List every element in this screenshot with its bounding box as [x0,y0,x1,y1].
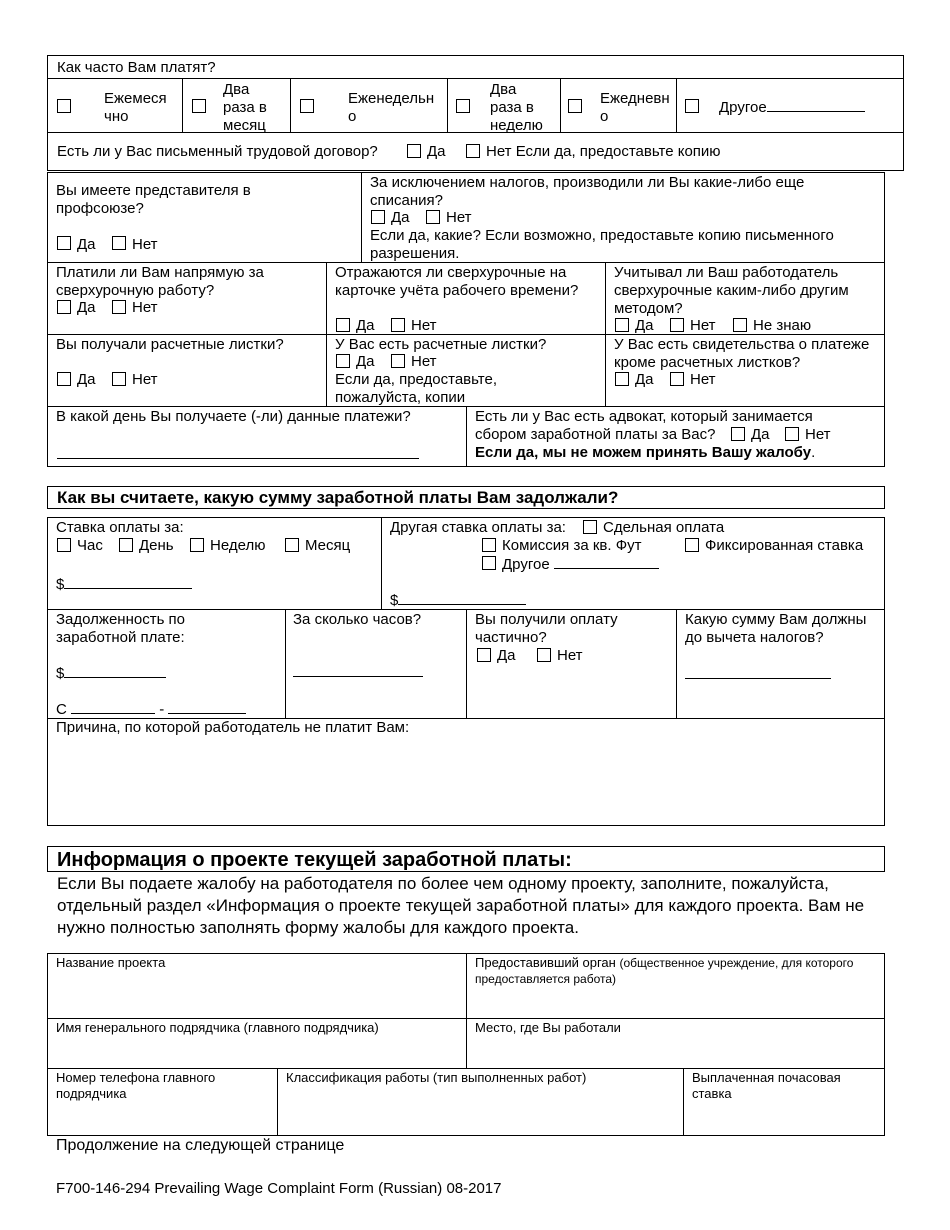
divider [47,132,904,133]
rate-week-checkbox[interactable] [190,538,204,552]
rate-hour-label: Час [77,537,103,554]
lawyer-yes-checkbox[interactable] [731,427,745,441]
fixed-rate-checkbox[interactable] [685,538,699,552]
divider [381,517,382,609]
piece-rate-label: Сдельная оплата [603,519,725,536]
overtime-other-yes-checkbox[interactable] [615,318,629,332]
partial-no-label: Нет [557,647,583,664]
daily-label: Ежедневн [600,90,670,107]
overtime-paid-yes-checkbox[interactable] [57,300,71,314]
overtime-paid-yes-label: Да [77,299,96,316]
rate-month-label: Месяц [305,537,351,554]
piece-rate-checkbox[interactable] [583,520,597,534]
pay-evidence-no-checkbox[interactable] [670,372,684,386]
commission-label: Комиссия за кв. Фут [502,537,642,554]
other-frequency-label: Другое [719,98,865,117]
monthly-label-2: чно [104,108,129,125]
other-rate-amount-field[interactable]: $ [390,591,526,610]
deductions-yes-checkbox[interactable] [371,210,385,224]
wages-owed-period-field[interactable]: С - [56,700,246,719]
lawyer-yes-label: Да [751,426,770,443]
pre-tax-label: Какую сумму Вам должны до вычета налогов? [685,611,867,646]
deductions-follow-up: Если да, какие? Если возможно, предоставьте копию письменного разрешения. [370,227,834,262]
divider [47,1018,885,1019]
overtime-paid-question: Платили ли Вам напрямую за сверхурочную работу? [56,264,264,299]
overtime-other-no-checkbox[interactable] [670,318,684,332]
twice-week-label-3: неделю [490,117,543,134]
fixed-rate-label: Фиксированная ставка [705,537,864,554]
rate-day-label: День [139,537,174,554]
weekly-label: Еженедельн [348,90,435,107]
pay-day-question: В какой день Вы получаете (-ли) данные платежи? [56,408,411,425]
pre-tax-answer-line[interactable] [685,678,831,679]
pay-day-answer-line[interactable] [57,458,419,459]
twice-week-label: Два [490,81,517,98]
paystubs-received-question: Вы получали расчетные листки? [56,336,284,353]
pay-evidence-question: У Вас есть свидетельства о платеже кроме расчетных листков? [614,336,870,371]
other-rate-label: Другая ставка оплаты за: [390,519,566,536]
rate-month-checkbox[interactable] [285,538,299,552]
wages-owed-label: Задолженность по заработной плате: [56,611,186,646]
weekly-checkbox[interactable] [300,99,314,113]
overtime-other-unknown-label: Не знаю [753,317,812,334]
hourly-rate-label: Выплаченная почасовая ставка [692,1070,841,1101]
project-section-intro: Если Вы подаете жалобу на работодателя по более чем одному проекту, заполните, пожалуйста, отдельный раздел «Информация о проекте текущей заработной платы» для каждого проекта. Вам не нужно полностью заполнять форму жалобы для каждого проекта. [57,874,865,937]
monthly-label: Ежемеся [104,90,167,107]
rate-week-label: Неделю [210,537,266,554]
work-place-label: Место, где Вы работали [475,1020,621,1035]
hours-label: За сколько часов? [293,611,422,628]
divider [277,1068,278,1136]
divider [560,78,561,132]
divider [182,78,183,132]
overtime-other-question: Учитывал ли Ваш работодатель сверхурочные каким-либо другим методом? [614,264,849,317]
divider [466,406,467,467]
daily-checkbox[interactable] [568,99,582,113]
other-rate-field[interactable]: Другое [502,555,659,574]
divider [466,609,467,718]
contract-yes-label: Да [427,143,446,160]
union-no-label: Нет [132,236,158,253]
twice-week-label-2: раза в [490,99,534,116]
deductions-no-checkbox[interactable] [426,210,440,224]
twice-month-label: Два [223,81,250,98]
contract-no-label: Нет Если да, предоставьте копию [486,143,721,160]
lawyer-warning: Если да, мы не можем принять Вашу жалобу. [475,444,816,461]
rate-day-checkbox[interactable] [119,538,133,552]
union-question: Вы имеете представителя в профсоюзе? [56,182,251,217]
overtime-card-question: Отражаются ли сверхурочные на карточке учёта рабочего времени? [335,264,579,299]
paystubs-have-question: У Вас есть расчетные листки? [335,336,547,353]
divider [676,78,677,132]
pay-evidence-yes-checkbox[interactable] [615,372,629,386]
agency-label: Предоставивший орган (общественное учреждение, для которого предоставляется работа) [475,955,854,986]
partial-payment-label: Вы получили оплату частично? [475,611,618,646]
union-yes-checkbox[interactable] [57,236,71,250]
owed-section-title: Как вы считаете, какую сумму заработной платы Вам задолжали? [57,488,619,507]
divider [447,78,448,132]
divider [47,78,904,79]
prime-contractor-label: Имя генерального подрядчика (главного подрядчика) [56,1020,379,1035]
contract-no-checkbox[interactable] [466,144,480,158]
overtime-card-yes-label: Да [356,317,375,334]
pay-evidence-yes-label: Да [635,371,654,388]
pay-frequency-question: Как часто Вам платят? [57,59,216,76]
union-yes-label: Да [77,236,96,253]
paystubs-have-yes-checkbox[interactable] [336,354,350,368]
union-no-checkbox[interactable] [112,236,126,250]
reason-label: Причина, по которой работодатель не платит Вам: [56,719,410,736]
deductions-no-label: Нет [446,209,472,226]
overtime-card-no-label: Нет [411,317,437,334]
twice-month-label-3: месяц [223,117,266,134]
contract-yes-checkbox[interactable] [407,144,421,158]
other-rate-checkbox[interactable] [482,556,496,570]
other-frequency-checkbox[interactable] [685,99,699,113]
paystubs-have-follow-up: Если да, предоставьте, пожалуйста, копии [335,371,498,406]
divider [466,953,467,1068]
paystubs-received-no-label: Нет [132,371,158,388]
divider [47,1068,885,1069]
commission-checkbox[interactable] [482,538,496,552]
classification-label: Классификация работы (тип выполненных работ) [286,1070,587,1085]
partial-yes-checkbox[interactable] [477,648,491,662]
monthly-checkbox[interactable] [57,99,71,113]
form-id: F700-146-294 Prevailing Wage Complaint Form (Russian) 08-2017 [56,1180,502,1197]
overtime-paid-no-checkbox[interactable] [112,300,126,314]
partial-no-checkbox[interactable] [537,648,551,662]
twice-week-checkbox[interactable] [456,99,470,113]
pay-evidence-no-label: Нет [690,371,716,388]
paystubs-received-yes-checkbox[interactable] [57,372,71,386]
divider [361,172,362,262]
divider [290,78,291,132]
overtime-card-no-checkbox[interactable] [391,318,405,332]
overtime-paid-no-label: Нет [132,299,158,316]
overtime-card-yes-checkbox[interactable] [336,318,350,332]
overtime-other-no-label: Нет [690,317,716,334]
wages-owed-amount-field[interactable]: $ [56,664,166,683]
project-name-label: Название проекта [56,955,166,970]
lawyer-no-checkbox[interactable] [785,427,799,441]
twice-month-label-2: раза в [223,99,267,116]
hours-answer-line[interactable] [293,676,423,677]
paystubs-received-yes-label: Да [77,371,96,388]
paystubs-have-no-label: Нет [411,353,437,370]
paystubs-have-no-checkbox[interactable] [391,354,405,368]
contract-question: Есть ли у Вас письменный трудовой договор? [57,143,378,160]
partial-yes-label: Да [497,647,516,664]
paystubs-received-no-checkbox[interactable] [112,372,126,386]
daily-label-2: о [600,108,609,125]
weekly-label-2: о [348,108,357,125]
overtime-other-yes-label: Да [635,317,654,334]
project-section-title: Информация о проекте текущей заработной платы: [57,849,572,871]
continued-note: Продолжение на следующей странице [56,1137,345,1154]
divider [683,1068,684,1136]
lawyer-question-line-1: Есть ли у Вас есть адвокат, который занимается [475,408,813,425]
deductions-question: За исключением налогов, производили ли Вы какие-либо еще списания? [370,174,805,209]
rate-label: Ставка оплаты за: [56,519,184,536]
twice-month-checkbox[interactable] [192,99,206,113]
lawyer-question-line-2: сбором заработной платы за Вас? [475,426,716,443]
deductions-yes-label: Да [391,209,410,226]
divider [285,609,286,718]
rate-hour-checkbox[interactable] [57,538,71,552]
overtime-other-unknown-checkbox[interactable] [733,318,747,332]
rate-amount-field[interactable]: $ [56,575,192,594]
divider [676,609,677,718]
lawyer-no-label: Нет [805,426,831,443]
paystubs-have-yes-label: Да [356,353,375,370]
contractor-phone-label: Номер телефона главного подрядчика [56,1070,216,1101]
